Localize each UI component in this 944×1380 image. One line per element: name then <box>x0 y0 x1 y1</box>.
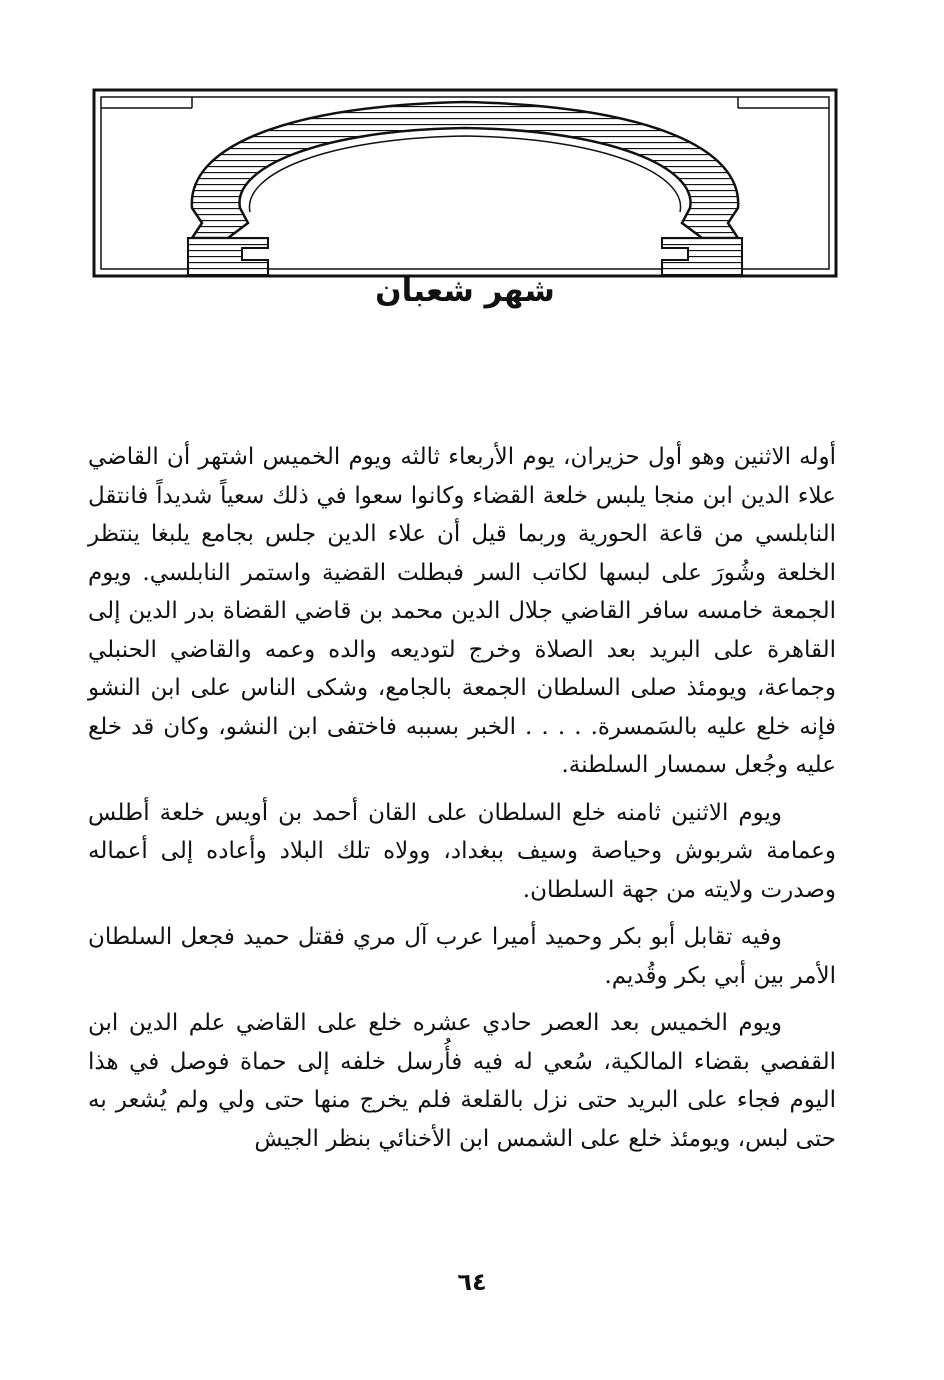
chapter-title: شهر شعبان <box>375 273 555 309</box>
paragraph-1: أوله الاثنين وهو أول حزيران، يوم الأربعاء ثالثه ويوم الخميس اشتهر أن القاضي علاء الدين ابن منجا يلبس خلعة القضاء وكانوا سعوا في ذلك سعياً شديداً فانتقل النابلسي من قاعة الحورية وربما قيل أن علاء الدين جلس بجامع يلبغا ينتظر الخلعة وشُورَ على لبسها لكاتب السر فبطلت القضية واستمر النابلسي. ويوم الجمعة خامسه سافر القاضي جلال الدين محمد بن قاضي القضاة بدر الدين إلى القاهرة على البريد بعد الصلاة وخرج لتوديعه والده وعمه والقاضي الحنبلي وجماعة، ويومئذ صلى السلطان الجمعة بالجامع، وشكى الناس على ابن النشو فإنه خلع عليه بالسَمسرة. . . . . الخبر بسببه فاختفى ابن النشو، وكان قد خلع عليه وجُعل سمسار السلطنة. <box>88 444 836 778</box>
paragraph-4: ويوم الخميس بعد العصر حادي عشره خلع على القاضي علم الدين ابن القفصي بقضاء المالكية، سُعي له فيه فأُرسل خلفه إلى حماة فوصل في هذا اليوم فجاء على البريد حتى نزل بالقلعة فلم يخرج منها حتى ولي ولم يُشعر به حتى لبس، ويومئذ خلع على الشمس ابن الأخنائي بنظر الجيش <box>88 1010 836 1152</box>
paragraph-2: ويوم الاثنين ثامنه خلع السلطان على القان أحمد بن أويس خلعة أطلس وعمامة شربوش وحياصة وسيف ببغداد، وولاه تلك البلاد وأعاده إلى أعماله وصدرت ولايته من جهة السلطان. <box>88 799 836 903</box>
paragraph-3: وفيه تقابل أبو بكر وحميد أميرا عرب آل مري فقتل حميد فجعل السلطان الأمر بين أبي بكر وقُديم. <box>88 924 836 989</box>
body-text <box>88 438 836 1167</box>
page-number: ٦٤ <box>457 1268 487 1296</box>
arch-ornament-frame <box>92 88 838 280</box>
